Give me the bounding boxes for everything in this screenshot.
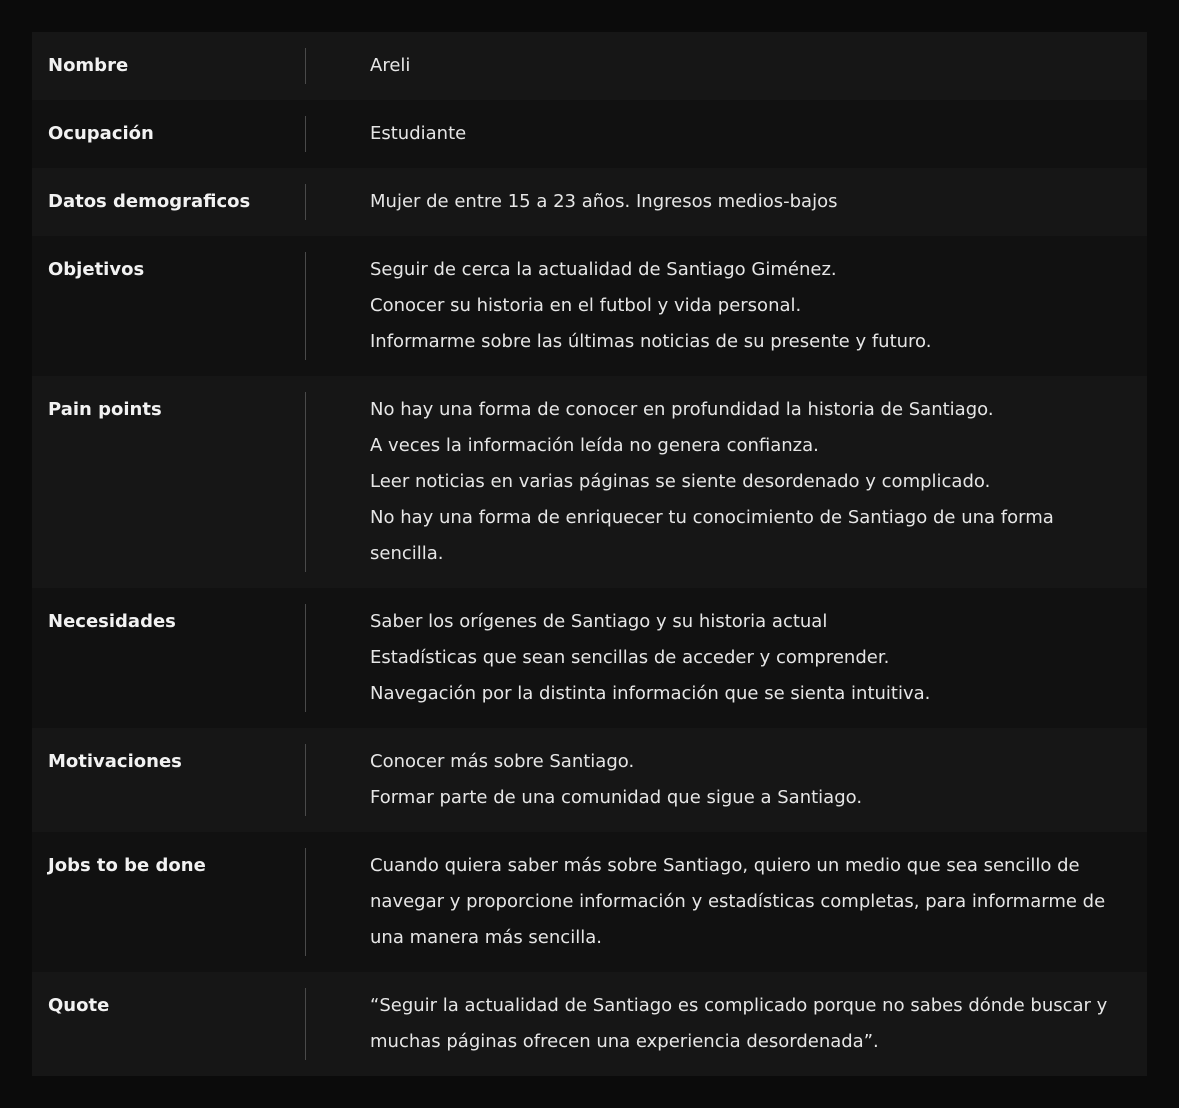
row-label: Datos demograficos: [32, 184, 306, 220]
value-line: Cuando quiera saber más sobre Santiago, quiero un medio que sea sencillo de navegar y proporcione información y estadísticas completas, para informarme de una manera más sencilla.: [370, 855, 1106, 948]
row-label: Motivaciones: [32, 744, 306, 816]
row-value: [306, 116, 1147, 152]
value-line: No hay una forma de conocer en profundidad la historia de Santiago.: [370, 399, 994, 420]
value-line: “Seguir la actualidad de Santiago es complicado porque no sabes dónde buscar y muchas páginas ofrecen una experiencia desordenada”.: [370, 995, 1108, 1052]
row-quote: [32, 972, 1147, 1076]
value-line: Leer noticias en varias páginas se siente desordenado y complicado.: [370, 471, 991, 492]
value-line: Areli: [370, 55, 411, 76]
row-ocupacion: [32, 100, 1147, 168]
value-line: Formar parte de una comunidad que sigue a Santiago.: [370, 787, 863, 808]
row-value: [306, 252, 1147, 360]
row-label: Objetivos: [32, 252, 306, 360]
value-line: Saber los orígenes de Santiago y su historia actual: [370, 611, 828, 632]
row-value: [306, 988, 1147, 1060]
value-line: Seguir de cerca la actualidad de Santiago Giménez.: [370, 259, 837, 280]
row-datos-demograficos: [32, 168, 1147, 236]
value-line: Navegación por la distinta información que se sienta intuitiva.: [370, 683, 931, 704]
row-value: [306, 392, 1147, 572]
row-necesidades: [32, 588, 1147, 728]
row-label: Nombre: [32, 48, 306, 84]
row-motivaciones: [32, 728, 1147, 832]
value-line: Estadísticas que sean sencillas de acceder y comprender.: [370, 647, 890, 668]
row-nombre: [32, 32, 1147, 100]
row-value: [306, 48, 1147, 84]
row-label: Ocupación: [32, 116, 306, 152]
row-label: Jobs to be done: [32, 848, 306, 956]
row-value: [306, 184, 1147, 220]
row-label: Quote: [32, 988, 306, 1060]
row-label: Pain points: [32, 392, 306, 572]
row-value: [306, 604, 1147, 712]
row-value: [306, 848, 1147, 956]
value-line: No hay una forma de enriquecer tu conocimiento de Santiago de una forma sencilla.: [370, 507, 1054, 564]
value-line: Estudiante: [370, 123, 467, 144]
value-line: Conocer más sobre Santiago.: [370, 751, 635, 772]
row-objetivos: [32, 236, 1147, 376]
value-line: Conocer su historia en el futbol y vida personal.: [370, 295, 802, 316]
value-line: Mujer de entre 15 a 23 años. Ingresos medios-bajos: [370, 191, 838, 212]
row-label: Necesidades: [32, 604, 306, 712]
row-pain-points: [32, 376, 1147, 588]
value-line: Informarme sobre las últimas noticias de su presente y futuro.: [370, 331, 932, 352]
value-line: A veces la información leída no genera confianza.: [370, 435, 819, 456]
row-value: [306, 744, 1147, 816]
persona-table: [32, 32, 1147, 1076]
row-jobs-to-be-done: [32, 832, 1147, 972]
